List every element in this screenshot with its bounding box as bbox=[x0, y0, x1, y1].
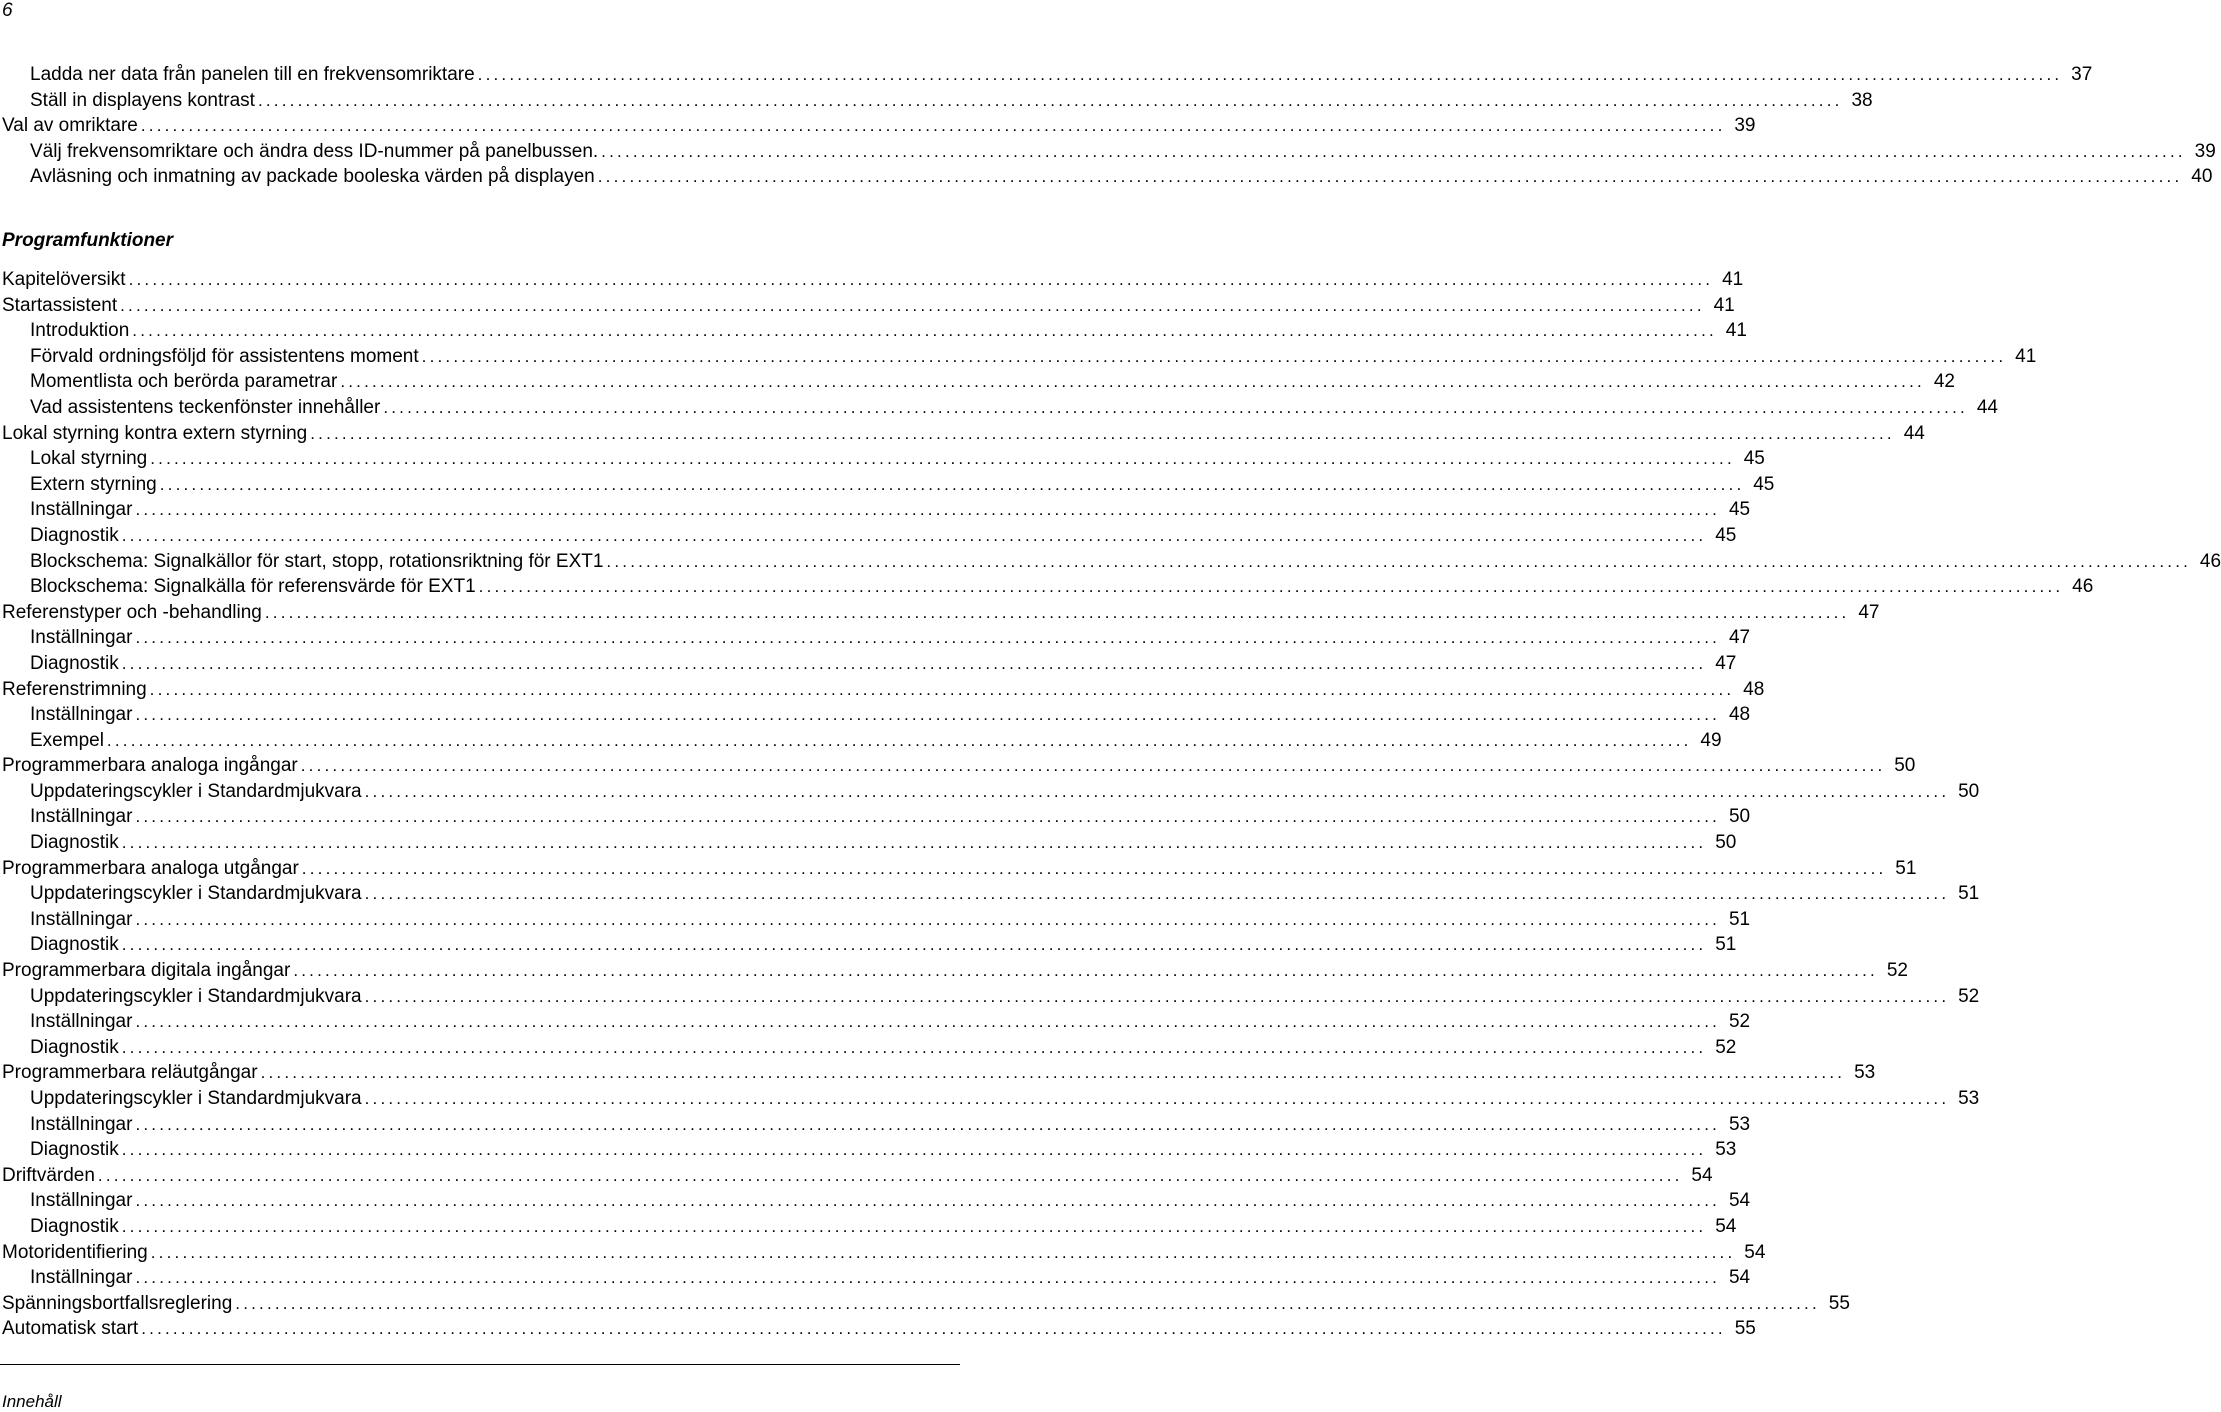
toc-entry-title: Blockschema: Signalkällor för start, stopp, rotationsriktning för EXT1 bbox=[30, 550, 604, 572]
toc-entry[interactable] bbox=[0, 1137, 1737, 1163]
dot-leader: ........................................................................................................................................................................................................ bbox=[135, 628, 1721, 648]
dot-leader: ........................................................................................................................................................................................................ bbox=[121, 653, 1707, 673]
dot-leader: ........................................................................................................................................................................................................ bbox=[257, 90, 1843, 110]
toc-entry-page: 47 bbox=[1715, 652, 1737, 674]
dot-leader: ........................................................................................................................................................................................................ bbox=[149, 679, 1735, 699]
toc-entry-page: 38 bbox=[1851, 89, 1873, 111]
toc-entry-page: 44 bbox=[1903, 422, 1925, 444]
toc-entry-page: 39 bbox=[2194, 140, 2216, 162]
toc-list-main bbox=[0, 267, 2221, 1342]
dot-leader: ........................................................................................................................................................................................................ bbox=[135, 500, 1721, 520]
toc-entry[interactable] bbox=[0, 62, 2093, 88]
toc-entry-page: 54 bbox=[1715, 1215, 1737, 1237]
toc-entry[interactable] bbox=[0, 804, 1751, 830]
toc-entry[interactable] bbox=[0, 293, 1735, 319]
toc-entry-page: 51 bbox=[1728, 908, 1751, 930]
dot-leader: ........................................................................................................................................................................................................ bbox=[150, 1242, 1736, 1262]
dot-leader: ........................................................................................................................................................................................................ bbox=[301, 858, 1887, 878]
toc-entry-title: Automatisk start bbox=[2, 1318, 139, 1340]
toc-entry-page: 54 bbox=[1728, 1190, 1751, 1212]
dot-leader: ........................................................................................................................................................................................................ bbox=[135, 807, 1721, 827]
toc-entry[interactable] bbox=[0, 139, 2216, 165]
dot-leader: ........................................................................................................................................................................................................ bbox=[606, 551, 2192, 571]
dot-leader: ........................................................................................................................................................................................................ bbox=[121, 833, 1707, 853]
toc-entry-page: 51 bbox=[1895, 857, 1917, 879]
toc-entry-page: 50 bbox=[1894, 755, 1916, 777]
toc-entry[interactable] bbox=[0, 600, 1880, 626]
toc-entry-title: Diagnostik bbox=[30, 1139, 119, 1161]
toc-entry-page: 50 bbox=[1715, 832, 1737, 854]
dot-leader: ........................................................................................................................................................................................................ bbox=[121, 1216, 1707, 1236]
toc-entry-page: 48 bbox=[1743, 678, 1765, 700]
dot-leader: ........................................................................................................................................................................................................ bbox=[340, 372, 1925, 392]
toc-entry-title: Spänningsbortfallsreglering bbox=[2, 1292, 233, 1314]
toc-entry[interactable] bbox=[0, 88, 1873, 114]
dot-leader: ........................................................................................................................................................................................................ bbox=[135, 705, 1721, 725]
toc-entry-title: Programmerbara digitala ingångar bbox=[2, 960, 291, 982]
toc-entry[interactable] bbox=[0, 421, 1925, 447]
toc-entry-title: Lokal styrning kontra extern styrning bbox=[2, 422, 308, 444]
toc-entry-page: 51 bbox=[1958, 883, 1980, 905]
toc-entry-page: 46 bbox=[2199, 550, 2221, 572]
toc-entry[interactable] bbox=[0, 1240, 1766, 1266]
toc-entry[interactable] bbox=[0, 753, 1916, 779]
toc-entry[interactable] bbox=[0, 651, 1737, 677]
toc-entry[interactable] bbox=[0, 318, 1747, 344]
dot-leader: ........................................................................................................................................................................................................ bbox=[121, 935, 1707, 955]
dot-leader: ........................................................................................................................................................................................................ bbox=[601, 141, 2186, 161]
dot-leader: ........................................................................................................................................................................................................ bbox=[121, 525, 1707, 545]
toc-entry[interactable] bbox=[0, 1112, 1751, 1138]
toc-entry-title: Driftvärden bbox=[2, 1164, 95, 1186]
toc-entry-page: 49 bbox=[1700, 729, 1722, 751]
toc-entry-page: 53 bbox=[1958, 1088, 1980, 1109]
toc-entry-title: Inställningar bbox=[30, 1190, 133, 1212]
dot-leader: ........................................................................................................................................................................................................ bbox=[364, 884, 1950, 904]
toc-entry[interactable] bbox=[0, 1316, 1756, 1342]
toc-entry-title: Referenstrimning bbox=[2, 678, 147, 700]
toc-entry[interactable] bbox=[0, 344, 2037, 370]
toc-entry[interactable] bbox=[0, 881, 1980, 907]
toc-entry-page: 52 bbox=[1728, 1011, 1751, 1033]
toc-entry-page: 40 bbox=[2191, 166, 2213, 188]
toc-entry-title: Diagnostik bbox=[30, 1215, 119, 1237]
dot-leader: ........................................................................................................................................................................................................ bbox=[597, 167, 2183, 187]
toc-entry-title: Uppdateringscykler i Standardmjukvara bbox=[30, 780, 362, 802]
toc-entry[interactable] bbox=[0, 1188, 1751, 1214]
toc-entry-title: Referenstyper och -behandling bbox=[2, 601, 262, 623]
toc-entry-title: Startassistent bbox=[2, 294, 118, 316]
toc-entry-title: Diagnostik bbox=[30, 652, 119, 674]
toc-entry-title: Ställ in displayens kontrast bbox=[30, 89, 255, 111]
toc-entry-title: Programmerbara analoga ingångar bbox=[2, 755, 298, 777]
toc-entry-page: 45 bbox=[1728, 499, 1751, 521]
toc-entry-title: Diagnostik bbox=[30, 934, 119, 956]
toc-entry[interactable] bbox=[0, 1214, 1737, 1240]
toc-entry-page: 48 bbox=[1728, 704, 1751, 726]
dot-leader: ........................................................................................................................................................................................................ bbox=[421, 346, 2007, 366]
dot-leader: ........................................................................................................................................................................................................ bbox=[97, 1165, 1683, 1185]
toc-entry-page: 46 bbox=[2072, 576, 2094, 598]
toc-entry-page: 41 bbox=[1713, 294, 1735, 316]
dot-leader: ........................................................................................................................................................................................................ bbox=[121, 1140, 1707, 1160]
toc-entry-title: Val av omriktare bbox=[2, 115, 138, 137]
toc-entry-page: 44 bbox=[1976, 396, 1998, 418]
toc-entry[interactable] bbox=[0, 1009, 1751, 1035]
toc-entry-title: Inställningar bbox=[30, 1267, 133, 1289]
toc-entry-title: Momentlista och berörda parametrar bbox=[30, 371, 338, 393]
dot-leader: ........................................................................................................................................................................................................ bbox=[135, 1012, 1721, 1032]
toc-entry-title: Diagnostik bbox=[30, 524, 119, 546]
section-heading: Programfunktioner bbox=[2, 230, 174, 251]
toc-entry-title: Inställningar bbox=[30, 499, 133, 521]
toc-entry-page: 55 bbox=[1828, 1292, 1850, 1314]
toc-entry[interactable] bbox=[0, 1163, 1713, 1189]
toc-entry[interactable] bbox=[0, 702, 1751, 728]
toc-entry[interactable] bbox=[0, 1060, 1876, 1086]
toc-entry-title: Inställningar bbox=[30, 627, 133, 649]
dot-leader: ........................................................................................................................................................................................................ bbox=[121, 1037, 1707, 1057]
dot-leader: ........................................................................................................................................................................................................ bbox=[128, 270, 1714, 289]
toc-entry-title: Diagnostik bbox=[30, 832, 119, 854]
toc-entry-title: Programmerbara analoga utgångar bbox=[2, 857, 299, 879]
toc-entry[interactable] bbox=[0, 856, 1917, 882]
dot-leader: ........................................................................................................................................................................................................ bbox=[141, 1319, 1726, 1339]
toc-entry-title: Inställningar bbox=[30, 704, 133, 726]
toc-entry-page: 37 bbox=[2071, 64, 2093, 85]
toc-entry[interactable] bbox=[0, 113, 1756, 139]
toc-entry-page: 52 bbox=[1958, 985, 1980, 1007]
toc-entry-page: 52 bbox=[1715, 1036, 1737, 1058]
toc-entry-page: 54 bbox=[1744, 1241, 1766, 1263]
toc-entry-title: Uppdateringscykler i Standardmjukvara bbox=[30, 1088, 362, 1109]
toc-entry[interactable] bbox=[0, 625, 1751, 651]
toc-entry[interactable] bbox=[0, 497, 1751, 523]
toc-entry-page: 55 bbox=[1734, 1318, 1756, 1340]
footer-rule bbox=[0, 1364, 960, 1365]
dot-leader: ........................................................................................................................................................................................................ bbox=[159, 474, 1745, 494]
toc-entry[interactable] bbox=[0, 779, 1980, 805]
toc-entry-page: 47 bbox=[1728, 627, 1751, 649]
toc-entry[interactable] bbox=[0, 395, 1998, 421]
toc-entry-title: Uppdateringscykler i Standardmjukvara bbox=[30, 883, 362, 905]
dot-leader: ........................................................................................................................................................................................................ bbox=[150, 449, 1735, 469]
toc-entry-page: 41 bbox=[1722, 269, 1744, 290]
footer-label: Innehåll bbox=[2, 1392, 62, 1411]
dot-leader: ........................................................................................................................................................................................................ bbox=[135, 1268, 1721, 1288]
toc-entry-page: 53 bbox=[1854, 1062, 1876, 1084]
toc-entry-title: Ladda ner data från panelen till en frekvensomriktare bbox=[30, 64, 475, 85]
toc-entry-title: Uppdateringscykler i Standardmjukvara bbox=[30, 985, 362, 1007]
toc-entry[interactable] bbox=[0, 446, 1765, 472]
dot-leader: ........................................................................................................................................................................................................ bbox=[135, 1114, 1721, 1134]
toc-entry-page: 53 bbox=[1728, 1113, 1751, 1135]
toc-entry-title: Motoridentifiering bbox=[2, 1241, 148, 1263]
toc-entry[interactable] bbox=[0, 958, 1908, 984]
toc-entry-page: 41 bbox=[2015, 345, 2037, 367]
toc-entry-title: Exempel bbox=[30, 729, 104, 751]
dot-leader: ........................................................................................................................................................................................................ bbox=[264, 602, 1850, 622]
dot-leader: ........................................................................................................................................................................................................ bbox=[106, 730, 1692, 750]
toc-entry-title: Introduktion bbox=[30, 320, 130, 342]
dot-leader: ........................................................................................................................................................................................................ bbox=[310, 423, 1895, 443]
toc-entry[interactable] bbox=[0, 830, 1737, 856]
dot-leader: ........................................................................................................................................................................................................ bbox=[478, 577, 2064, 597]
dot-leader: ........................................................................................................................................................................................................ bbox=[364, 986, 1950, 1006]
dot-leader: ........................................................................................................................................................................................................ bbox=[364, 781, 1950, 801]
toc-entry-page: 51 bbox=[1715, 934, 1737, 956]
toc-entry-page: 39 bbox=[1734, 115, 1756, 137]
toc-entry-page: 45 bbox=[1753, 473, 1775, 495]
toc-entry-title: Inställningar bbox=[30, 908, 133, 930]
toc-entry-page: 47 bbox=[1858, 601, 1880, 623]
toc-entry[interactable] bbox=[0, 1035, 1737, 1061]
toc-entry[interactable] bbox=[0, 1291, 1850, 1317]
toc-entry-page: 45 bbox=[1715, 524, 1737, 546]
toc-entry-title: Diagnostik bbox=[30, 1036, 119, 1058]
toc-entry-title: Kapitelöversikt bbox=[2, 269, 126, 290]
toc-entry-title: Lokal styrning bbox=[30, 448, 148, 470]
toc-entry[interactable] bbox=[0, 907, 1751, 933]
dot-leader: ........................................................................................................................................................................................................ bbox=[135, 1191, 1721, 1211]
page-number: 6 bbox=[2, 0, 13, 21]
toc-entry[interactable] bbox=[0, 574, 2094, 600]
toc-entry[interactable] bbox=[0, 984, 1980, 1010]
dot-leader: ........................................................................................................................................................................................................ bbox=[260, 1063, 1846, 1083]
toc-entry-title: Blockschema: Signalkälla för referensvärde för EXT1 bbox=[30, 576, 476, 598]
toc-entry-title: Avläsning och inmatning av packade booleska värden på displayen bbox=[30, 166, 595, 188]
toc-entry[interactable] bbox=[0, 267, 1744, 293]
dot-leader: ........................................................................................................................................................................................................ bbox=[235, 1293, 1820, 1313]
toc-entry-page: 54 bbox=[1691, 1164, 1713, 1186]
dot-leader: ........................................................................................................................................................................................................ bbox=[120, 295, 1705, 315]
toc-entry[interactable] bbox=[0, 369, 1955, 395]
toc-entry-page: 53 bbox=[1715, 1139, 1737, 1161]
toc-entry-title: Inställningar bbox=[30, 1011, 133, 1033]
toc-entry-page: 54 bbox=[1728, 1267, 1751, 1289]
toc-entry-title: Vad assistentens teckenfönster innehåller bbox=[30, 396, 381, 418]
toc-entry-title: Välj frekvensomriktare och ändra dess ID-nummer på panelbussen. bbox=[30, 140, 599, 162]
toc-entry-title: Förvald ordningsföljd för assistentens moment bbox=[30, 345, 419, 367]
toc-entry[interactable] bbox=[0, 472, 1775, 498]
toc-entry[interactable] bbox=[0, 1265, 1751, 1291]
dot-leader: ........................................................................................................................................................................................................ bbox=[477, 65, 2063, 84]
dot-leader: ........................................................................................................................................................................................................ bbox=[135, 909, 1721, 929]
dot-leader: ........................................................................................................................................................................................................ bbox=[300, 756, 1886, 776]
dot-leader: ........................................................................................................................................................................................................ bbox=[140, 116, 1726, 136]
dot-leader: ........................................................................................................................................................................................................ bbox=[293, 961, 1878, 981]
toc-entry-title: Extern styrning bbox=[30, 473, 157, 495]
dot-leader: ........................................................................................................................................................................................................ bbox=[132, 321, 1717, 341]
toc-list-top bbox=[0, 62, 2216, 190]
toc-entry[interactable] bbox=[0, 728, 1722, 754]
toc-entry[interactable] bbox=[0, 677, 1765, 703]
toc-entry[interactable] bbox=[0, 1086, 1980, 1112]
toc-entry[interactable] bbox=[0, 164, 2213, 190]
toc-entry-page: 42 bbox=[1933, 371, 1955, 393]
toc-entry[interactable] bbox=[0, 932, 1737, 958]
toc-entry-page: 45 bbox=[1743, 448, 1765, 470]
dot-leader: ........................................................................................................................................................................................................ bbox=[383, 397, 1968, 417]
toc-entry-page: 50 bbox=[1958, 780, 1980, 802]
toc-entry[interactable] bbox=[0, 523, 1737, 549]
toc-entry-title: Inställningar bbox=[30, 806, 133, 828]
toc-entry-title: Inställningar bbox=[30, 1113, 133, 1135]
dot-leader: ........................................................................................................................................................................................................ bbox=[364, 1089, 1950, 1108]
toc-entry-title: Programmerbara reläutgångar bbox=[2, 1062, 258, 1084]
toc-entry[interactable] bbox=[0, 549, 2221, 575]
toc-entry-page: 41 bbox=[1725, 320, 1747, 342]
toc-entry-page: 50 bbox=[1728, 806, 1751, 828]
toc-entry-page: 52 bbox=[1886, 960, 1908, 982]
